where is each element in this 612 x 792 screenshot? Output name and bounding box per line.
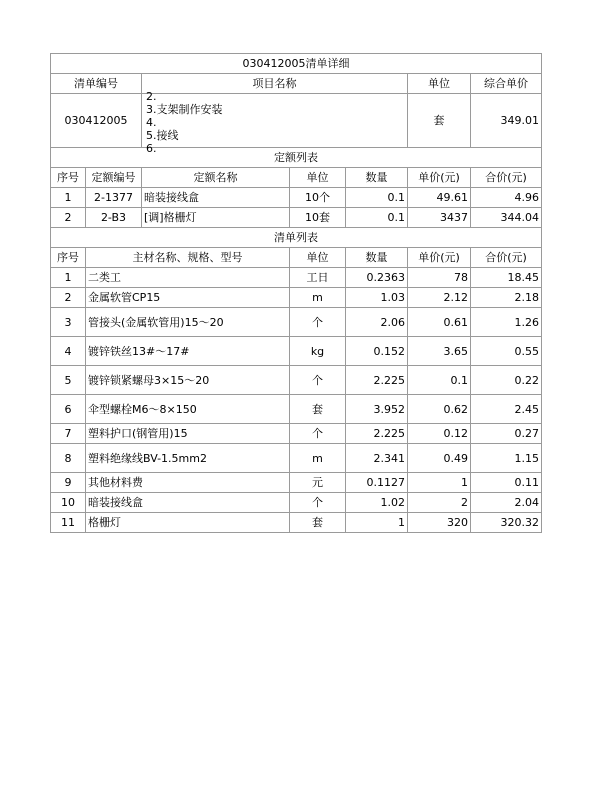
material-unit: 个 [290, 366, 346, 395]
table-title: 030412005清单详细 [51, 54, 542, 74]
material-unit-price-header: 单价(元) [408, 248, 471, 268]
material-qty: 1.02 [346, 493, 408, 513]
material-total: 18.45 [471, 268, 542, 288]
material-unit: m [290, 288, 346, 308]
material-seq: 9 [51, 473, 86, 493]
table-body [51, 54, 542, 533]
item-description-lines [146, 90, 223, 155]
quota-unit: 10个 [290, 188, 346, 208]
quota-section-row [51, 148, 542, 168]
material-name: 镀锌锁紧螺母3×15～20 [86, 366, 290, 395]
bill-unit: 套 [408, 94, 471, 148]
item-name-header: 项目名称 [142, 74, 408, 94]
material-name: 金属软管CP15 [86, 288, 290, 308]
material-name: 伞型螺栓M6～8×150 [86, 395, 290, 424]
material-total: 2.45 [471, 395, 542, 424]
material-qty: 1 [346, 513, 408, 533]
material-qty: 2.341 [346, 444, 408, 473]
quota-seq: 2 [51, 208, 86, 228]
material-qty: 2.225 [346, 366, 408, 395]
material-section-row [51, 228, 542, 248]
quota-unit-header: 单位 [290, 168, 346, 188]
quota-row [51, 208, 542, 228]
material-name: 其他材料费 [86, 473, 290, 493]
material-unit-price: 78 [408, 268, 471, 288]
quota-unit: 10套 [290, 208, 346, 228]
material-name: 管接头(金属软管用)15～20 [86, 308, 290, 337]
material-qty: 2.06 [346, 308, 408, 337]
description-line: 5.接线 [146, 129, 179, 142]
material-unit-price: 2 [408, 493, 471, 513]
material-qty: 3.952 [346, 395, 408, 424]
material-seq: 8 [51, 444, 86, 473]
bill-row [51, 94, 542, 148]
material-total-header: 合价(元) [471, 248, 542, 268]
quota-qty: 0.1 [346, 188, 408, 208]
material-total: 0.27 [471, 424, 542, 444]
material-qty: 2.225 [346, 424, 408, 444]
material-row [51, 473, 542, 493]
material-unit-price: 320 [408, 513, 471, 533]
material-total: 1.15 [471, 444, 542, 473]
material-unit: 个 [290, 308, 346, 337]
material-name: 镀锌铁丝13#～17# [86, 337, 290, 366]
material-unit-price: 2.12 [408, 288, 471, 308]
material-total: 1.26 [471, 308, 542, 337]
material-seq: 5 [51, 366, 86, 395]
material-name: 格栅灯 [86, 513, 290, 533]
material-qty: 0.2363 [346, 268, 408, 288]
material-unit: 元 [290, 473, 346, 493]
material-total: 0.55 [471, 337, 542, 366]
bill-code-header: 清单编号 [51, 74, 142, 94]
quota-seq-header: 序号 [51, 168, 86, 188]
material-total: 2.04 [471, 493, 542, 513]
material-qty: 0.1127 [346, 473, 408, 493]
material-seq: 11 [51, 513, 86, 533]
material-total: 0.11 [471, 473, 542, 493]
material-seq-header: 序号 [51, 248, 86, 268]
material-seq: 1 [51, 268, 86, 288]
material-row [51, 444, 542, 473]
material-row [51, 395, 542, 424]
material-row [51, 268, 542, 288]
material-unit: 工日 [290, 268, 346, 288]
material-unit: 个 [290, 424, 346, 444]
material-unit-price: 3.65 [408, 337, 471, 366]
material-unit: 套 [290, 395, 346, 424]
composite-price-header: 综合单价 [471, 74, 542, 94]
quota-total-header: 合价(元) [471, 168, 542, 188]
material-name: 塑料护口(钢管用)15 [86, 424, 290, 444]
material-seq: 6 [51, 395, 86, 424]
item-description-box [144, 90, 405, 155]
material-total: 0.22 [471, 366, 542, 395]
bill-header-row [51, 74, 542, 94]
material-unit: kg [290, 337, 346, 366]
material-qty: 0.152 [346, 337, 408, 366]
material-unit-price: 0.12 [408, 424, 471, 444]
material-unit-price: 0.61 [408, 308, 471, 337]
bill-unit-header: 单位 [408, 74, 471, 94]
description-line: 4. [146, 116, 157, 129]
description-line: 3.支架制作安装 [146, 103, 223, 116]
material-name: 暗装接线盒 [86, 493, 290, 513]
material-unit-price: 0.49 [408, 444, 471, 473]
material-qty-header: 数量 [346, 248, 408, 268]
bill-code: 030412005 [51, 94, 142, 148]
material-total: 2.18 [471, 288, 542, 308]
quota-code-header: 定额编号 [86, 168, 142, 188]
material-section-title: 清单列表 [51, 228, 542, 248]
bill-detail-table [50, 53, 542, 533]
material-row [51, 366, 542, 395]
description-line: 6. [146, 142, 157, 155]
material-row [51, 288, 542, 308]
quota-unit-price-header: 单价(元) [408, 168, 471, 188]
quota-qty-header: 数量 [346, 168, 408, 188]
item-description [142, 90, 408, 155]
material-row [51, 337, 542, 366]
material-total: 320.32 [471, 513, 542, 533]
material-row [51, 424, 542, 444]
quota-name-header: 定额名称 [142, 168, 290, 188]
material-seq: 4 [51, 337, 86, 366]
material-header-row [51, 248, 542, 268]
quota-total: 344.04 [471, 208, 542, 228]
composite-price: 349.01 [471, 94, 542, 148]
material-unit-price: 1 [408, 473, 471, 493]
material-unit-price: 0.1 [408, 366, 471, 395]
material-name: 塑料绝缘线BV-1.5mm2 [86, 444, 290, 473]
material-name: 二类工 [86, 268, 290, 288]
quota-header-row [51, 168, 542, 188]
quota-unit-price: 49.61 [408, 188, 471, 208]
material-unit: 套 [290, 513, 346, 533]
description-line: 2. [146, 90, 157, 103]
material-row [51, 308, 542, 337]
quota-unit-price: 3437 [408, 208, 471, 228]
quota-row [51, 188, 542, 208]
material-seq: 7 [51, 424, 86, 444]
quota-total: 4.96 [471, 188, 542, 208]
quota-name: [调]格栅灯 [142, 208, 290, 228]
material-row [51, 513, 542, 533]
material-unit: 个 [290, 493, 346, 513]
quota-qty: 0.1 [346, 208, 408, 228]
quota-code: 2-B3 [86, 208, 142, 228]
quota-section-title: 定额列表 [51, 148, 542, 168]
material-unit-header: 单位 [290, 248, 346, 268]
title-row [51, 54, 542, 74]
material-name-header: 主材名称、规格、型号 [86, 248, 290, 268]
material-qty: 1.03 [346, 288, 408, 308]
quota-code: 2-1377 [86, 188, 142, 208]
material-seq: 3 [51, 308, 86, 337]
quota-name: 暗装接线盒 [142, 188, 290, 208]
material-row [51, 493, 542, 513]
material-unit: m [290, 444, 346, 473]
material-unit-price: 0.62 [408, 395, 471, 424]
material-seq: 2 [51, 288, 86, 308]
material-seq: 10 [51, 493, 86, 513]
quota-seq: 1 [51, 188, 86, 208]
